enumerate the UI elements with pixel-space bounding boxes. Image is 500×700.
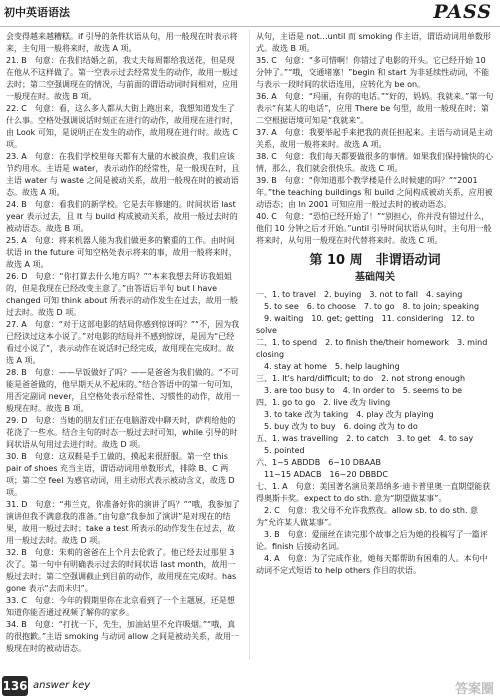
answer-paragraph: 4. stay at home 5. help laughing — [256, 362, 400, 371]
answer-paragraph: 34. B 句意：“打扰一下，先生，加油站里不允许吸烟。”“哦，真的很抱歉。”主语 smoking 与动词 allow 之间是被动关系，故用一般现在时的被动语态。 — [6, 620, 239, 653]
right-column-top — [256, 31, 494, 247]
answer-paragraph: 会变得越来越糟糕。if 引导的条件状语从句，用一般现在时表示将来，主句用一般将来时，故选 A 项。 — [6, 32, 238, 53]
answer-paragraph: 3. B 句意：爱丽丝在读完那个故事之后为她的投稿写了一篇评论。finish 后接动名词。 — [256, 530, 488, 551]
answer-paragraph: 11~15 ADACB 16~20 DBBDC — [256, 470, 388, 479]
answer-paragraph: 39. B 句意：“你知道那个教学楼是什么时候建的吗？”“2001 年。”the teaching buildings 和 build 之间构成被动关系，应用被动语态；由 In 2001 可知应用一般过去时的被动语态。 — [256, 176, 493, 209]
page-header — [0, 0, 500, 27]
answer-paragraph: 33. C 句意：今年的假期里你在北京看到了一个主题展，还是想知道你能否通过视频了解你的家乡。 — [6, 596, 235, 617]
answer-paragraph: 5. pointed — [256, 446, 305, 455]
page-footer — [0, 676, 500, 700]
answer-paragraph: 29. D 句意：当她的朋友们正在电脑游戏中聊天时，萨莉给他的花浇了一些水。结合主句的时态一般过去时可知，while 引导的时间状语从句用过去进行时。故选 D 项。 — [6, 416, 238, 449]
answer-paragraph: 3. to take 改为 taking 4. play 改为 playing — [256, 410, 434, 419]
answer-paragraph: 5. to see 6. to choose 7. to go 8. to join; speaking — [256, 302, 480, 311]
answer-paragraph: 24. B 句意：看我们的新学校。它是去年修建的。时间状语 last year 表示过去，且 It 与 build 构成被动关系，故用一般过去时的被动语态。故选 B 项。 — [6, 200, 238, 233]
answer-paragraph: 三、1. It's hard/difficult; to do 2. not strong enough — [256, 374, 466, 383]
answer-paragraph: 23. A 句意：在我们学校里每天都有大量的水被浪费，我们应该节约用水。主语是 water，表示动作的经常性，是一般现在时，且主语 water 与 waste 之间是被动关系，故用一般现在时的被动语态。故选 A 项。 — [6, 152, 240, 197]
answer-paragraph: 一、1. to travel 2. buying 3. not to fall 4. saying — [256, 290, 463, 299]
book-title: 初中英语语法 — [4, 6, 70, 19]
answer-paragraph: 四、1. go to go 2. live 改为 living — [256, 398, 391, 407]
answer-paragraph: 31. D 句意：“弗兰克，你准备好你的演讲了吗？”“哦，我参加了演讲但我不满意我的准备。”由句意“我参加了演讲”是对现在的结果，故用一般过去时；take a test 所表示的动作发生在过去，故用一般过去时。故选 D 项。 — [6, 500, 240, 545]
answer-paragraph: 37. A 句意：我要举起手来把我的责任担起来。主语与动词是主动关系，故用一般将来时。故选 A 项。 — [256, 128, 493, 149]
answer-paragraph: 35. C 句意：“多可惜啊！你错过了电影的开头。它已经开始 10 分钟了。”“哦，交通堵塞！”begin 和 start 为非延续性动词，不能与表示一段时间的状语连用，应转化为 be on。 — [256, 56, 490, 89]
answer-paragraph: 22. C 句意：看，这么多人都从大街上跑出来，我想知道发生了什么事。空格处强调说话时刻正在进行的动作，故用现在进行时，由 Look 可知，是说明正在发生的动作，故用现在进行时。故选 C 项。 — [6, 104, 238, 149]
answer-paragraph: 28. B 句意：——早饭做好了吗？——是爸爸为我们做的。“不可能是爸爸做的，他早期天从不起床的。”结合答语中的第一句可知，用否定副词 never，且空格处表示经常性、习惯性的动作，故用一般现在时。故选 B 项。 — [6, 368, 240, 413]
answer-paragraph: 9. waiting 10. get; getting 11. considering 12. to solve — [256, 314, 475, 335]
watermark: 答案圈 — [454, 682, 494, 697]
section-title: 第 10 周 非谓语动词 — [309, 253, 441, 268]
section-subtitle: 基础闯关 — [355, 272, 395, 283]
answer-paragraph: 五、1. was travelling 2. to catch 3. to get 4. to say — [256, 434, 474, 443]
column-divider — [249, 30, 250, 660]
answer-paragraph: 七、1. A 句意：美国著名演员莱昂纳多·迪卡普里奥一直期望能获得奥斯卡奖。expect to do sth. 意为“期望做某事”。 — [256, 482, 491, 503]
answer-paragraph: 21. B 句意：在我们结婚之前，我丈夫每周都给我送花，但是现在他从不这样做了。第一空表示过去经常发生的动作，故用一般过去时；第二空强调现在的情况，与前面的谓语动词时间相对，应用一般现在时。故选 B 项。 — [6, 56, 238, 101]
answer-paragraph: 3. are too busy to 4. In order to 5. seems to be — [256, 386, 463, 395]
answer-paragraph: 26. D 句意：“你打算去什么地方吗？”“本来我想去拜访我姐姐的，但是我现在已经改变主意了。”由答语后半句 but I have changed 可知 think about 所表示的动作发生在过去，故用一般过去时。故选 D 项。 — [6, 272, 238, 317]
page-number: 136 — [2, 676, 28, 696]
answer-paragraph: 4. A 句意：为了完成作业，她每天都帮助有困难的人。本句中动词不定式短语 to help others 作目的状语。 — [256, 554, 488, 575]
answer-paragraph: 40. C 句意：“恐怕已经开始了！”“别担心，你并没有错过什么，他们 10 分钟之后才开始。”until 引导时间状语从句时，主句用一般将来时，从句用一般现在时代替将来时。故选 C 项。 — [256, 212, 492, 245]
left-column — [6, 31, 242, 655]
answer-paragraph: 30. B 句意：这双鞋是手工做的，摸起来很舒服。第一空 this pair of shoes 充当主语，谓语动词用单数形式，排除 B、C 两项；第二空 feel 为感官动词，用主动形式表示被动含义，故选 D 项。 — [6, 452, 235, 497]
answer-paragraph: 六、1~5 ABDDB 6~10 DBAAB — [256, 458, 382, 467]
answer-paragraph: 27. A 句意：“对于这部电影的结局你感到惊讶吗？”“不，因为我已经读过这本小说了。”对电影的结局并不感到惊讶，是因为“已经看过小说了”，表示动作在说话时已经完成，故用现在完成时。故选 A 项。 — [6, 320, 240, 365]
answer-paragraph: 36. A 句意：“玛丽，有你的电话。”“好的，妈妈。我就来。”第一句表示“有某人的电话”，应用 There be 句型，故用一般现在时；第二空根据语境可知是“我就来”。 — [256, 92, 494, 125]
answer-paragraph: 从句，主语是 not…until 而 smoking 作主语，谓语动词用单数形式。故选 B 项。 — [256, 32, 491, 53]
answer-paragraph: 25. A 句意：将来机器人能为我们做更多的繁重的工作。由时间状语 in the future 可知空格处表示将来的事，故用一般将来时，故选 A 项。 — [6, 236, 237, 269]
right-column-bottom — [256, 289, 494, 577]
answer-paragraph: 二、1. to spend 2. to finish the/their homework 3. mind closing — [256, 338, 488, 359]
answer-paragraph: 5. buy 改为 to buy 6. doing 改为 to do — [256, 422, 418, 431]
footer-label: answer key — [33, 680, 91, 691]
answer-paragraph: 2. C 句意：我父母不允许我熬夜。allow sb. to do sth. 意为“允许某人做某事”。 — [256, 506, 478, 527]
answer-paragraph: 38. C 句意：我们每天都要做很多的事情。如果我们保持愉快的心情，那么，我们就会很快乐。故选 C 项。 — [256, 152, 493, 173]
brand-logo: PASS — [433, 1, 492, 23]
answer-paragraph: 32. B 句意：朱莉的爸爸在上个月去伦敦了。他已经去过那里 3 次了。第一句中有明确表示过去的时间状语 last month，故用一般过去时；第二空强调截止到目前的动作，故用现在完成时。has gone 表示“去而未归”。 — [6, 548, 237, 593]
right-column — [256, 31, 494, 577]
